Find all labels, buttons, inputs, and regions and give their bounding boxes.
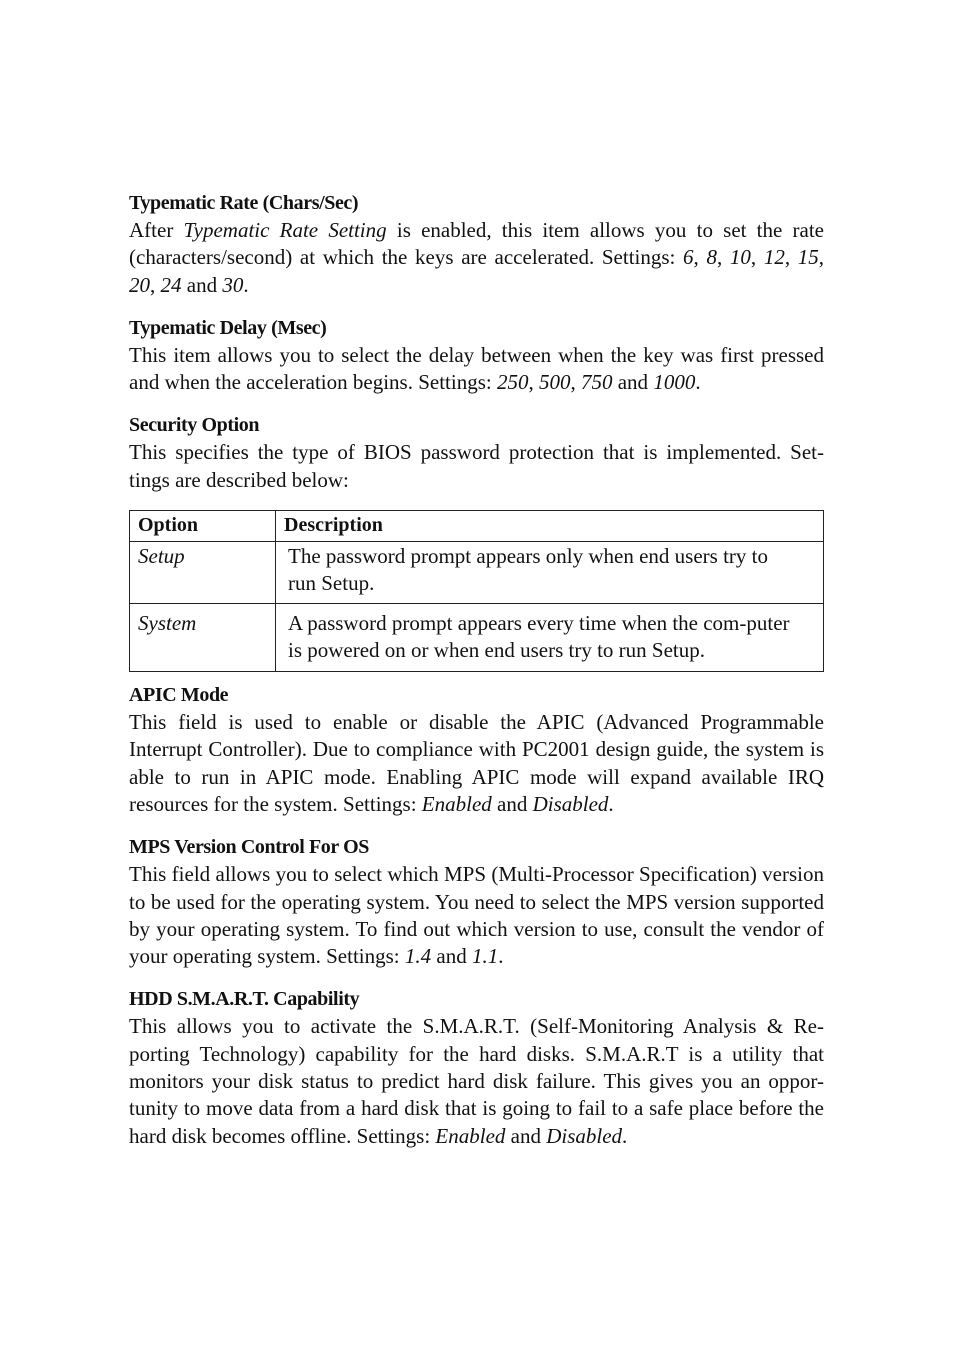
- italic-value: 500: [538, 370, 571, 395]
- text-run: .: [695, 370, 701, 395]
- sections-after: [129, 682, 824, 1150]
- italic-value: 1.4: [404, 944, 432, 969]
- security-option-table: [129, 510, 824, 672]
- text-run: ,: [693, 245, 707, 270]
- text-run: ,: [750, 245, 764, 270]
- italic-value: 24: [160, 272, 182, 297]
- text-run: This field is used to enable or disable the APIC (Advanced Programmable Interrupt Controller). Due to compliance with PC2001 design guide, the system is able to run in APIC mode. Enabling APIC mode will expand available IRQ resources for the system. Settings:: [129, 710, 824, 816]
- section-heading: Security Option: [129, 414, 260, 437]
- section: [129, 986, 824, 1149]
- text-run: ,: [818, 245, 825, 270]
- italic-value: 1000: [653, 370, 696, 395]
- italic-value: 750: [580, 370, 613, 395]
- italic-value: 6: [683, 245, 694, 270]
- sections-before: [129, 190, 824, 494]
- text-run: .: [243, 272, 249, 297]
- text-run: and: [491, 791, 533, 816]
- text-run: .: [498, 944, 504, 969]
- section: [129, 834, 824, 970]
- text-run: ,: [570, 370, 581, 395]
- section-body: [129, 1013, 824, 1149]
- italic-value: 250: [496, 370, 529, 395]
- table-cell-option: Setup: [130, 542, 276, 604]
- italic-value: Enabled: [435, 1123, 506, 1148]
- table-row: [130, 604, 824, 672]
- table-cell-description: The password prompt appears only when end users try to run Setup.: [276, 542, 824, 604]
- table-row: [130, 542, 824, 604]
- section-body: [129, 342, 824, 397]
- page-content: [129, 190, 824, 1166]
- section: [129, 682, 824, 818]
- table-header-option: Option: [130, 511, 276, 542]
- section-heading: MPS Version Control For OS: [129, 836, 369, 859]
- text-run: ,: [716, 245, 730, 270]
- text-run: This allows you to activate the S.M.A.R.T. (Self-Monitoring Analysis & Re-porting Technology) capability for the hard disks. S.M.A.R.T is a utility that monitors your disk status to predict hard disk failure. This gives you an oppor-tunity to move data from a hard disk that is going to fail to a safe place before the hard disk becomes offline. Settings:: [129, 1014, 824, 1148]
- italic-value: 30: [222, 272, 244, 297]
- table-header-row: [130, 511, 824, 542]
- text-run: This item allows you to select the delay between when the key was first pressed and when the acceleration begins. Settings:: [129, 342, 824, 395]
- table-header-description: Description: [276, 511, 824, 542]
- section: [129, 190, 824, 299]
- italic-value: 15: [797, 245, 819, 270]
- italic-value: 12: [763, 245, 785, 270]
- section-heading: HDD S.M.A.R.T. Capability: [129, 988, 360, 1011]
- section-body: [129, 861, 824, 970]
- section: [129, 412, 824, 494]
- text-run: and: [505, 1123, 547, 1148]
- text-run: ,: [150, 272, 161, 297]
- table-cell-description: A password prompt appears every time when the com-puter is powered on or when end users try to run Setup.: [276, 604, 824, 672]
- section-heading: APIC Mode: [129, 684, 229, 707]
- italic-value: 20: [129, 272, 150, 297]
- table-cell-option: System: [130, 604, 276, 672]
- section-body: [129, 439, 824, 494]
- section-body: [129, 709, 824, 818]
- text-run: ,: [784, 245, 798, 270]
- italic-value: Typematic Rate Setting: [183, 218, 387, 242]
- text-run: This specifies the type of BIOS password protection that is implemented. Set-tings are described below:: [129, 440, 824, 492]
- text-run: This field allows you to select which MPS (Multi-Processor Specification) version to be used for the operating system. You need to select the MPS version supported by your operating system. To find out which version to use, consult the vendor of your operating system. Settings:: [129, 862, 824, 969]
- section-heading: Typematic Delay (Msec): [129, 316, 327, 339]
- text-run: is enabled, this item allows you to set the rate (characters/second) at which the keys are accelerated. Settings:: [129, 218, 824, 270]
- text-run: and: [181, 272, 223, 297]
- italic-value: 10: [729, 245, 751, 270]
- text-run: .: [608, 791, 614, 816]
- italic-value: 8: [706, 245, 717, 270]
- italic-value: Disabled: [532, 791, 609, 816]
- section: [129, 315, 824, 397]
- text-run: ,: [528, 370, 539, 395]
- text-run: After: [129, 218, 184, 242]
- text-run: .: [622, 1123, 628, 1148]
- text-run: and: [431, 944, 472, 969]
- section-body: [129, 217, 824, 299]
- italic-value: Enabled: [421, 791, 492, 816]
- text-run: and: [612, 370, 654, 395]
- italic-value: 1.1: [471, 944, 499, 969]
- section-heading: Typematic Rate (Chars/Sec): [129, 192, 359, 214]
- italic-value: Disabled: [546, 1123, 623, 1148]
